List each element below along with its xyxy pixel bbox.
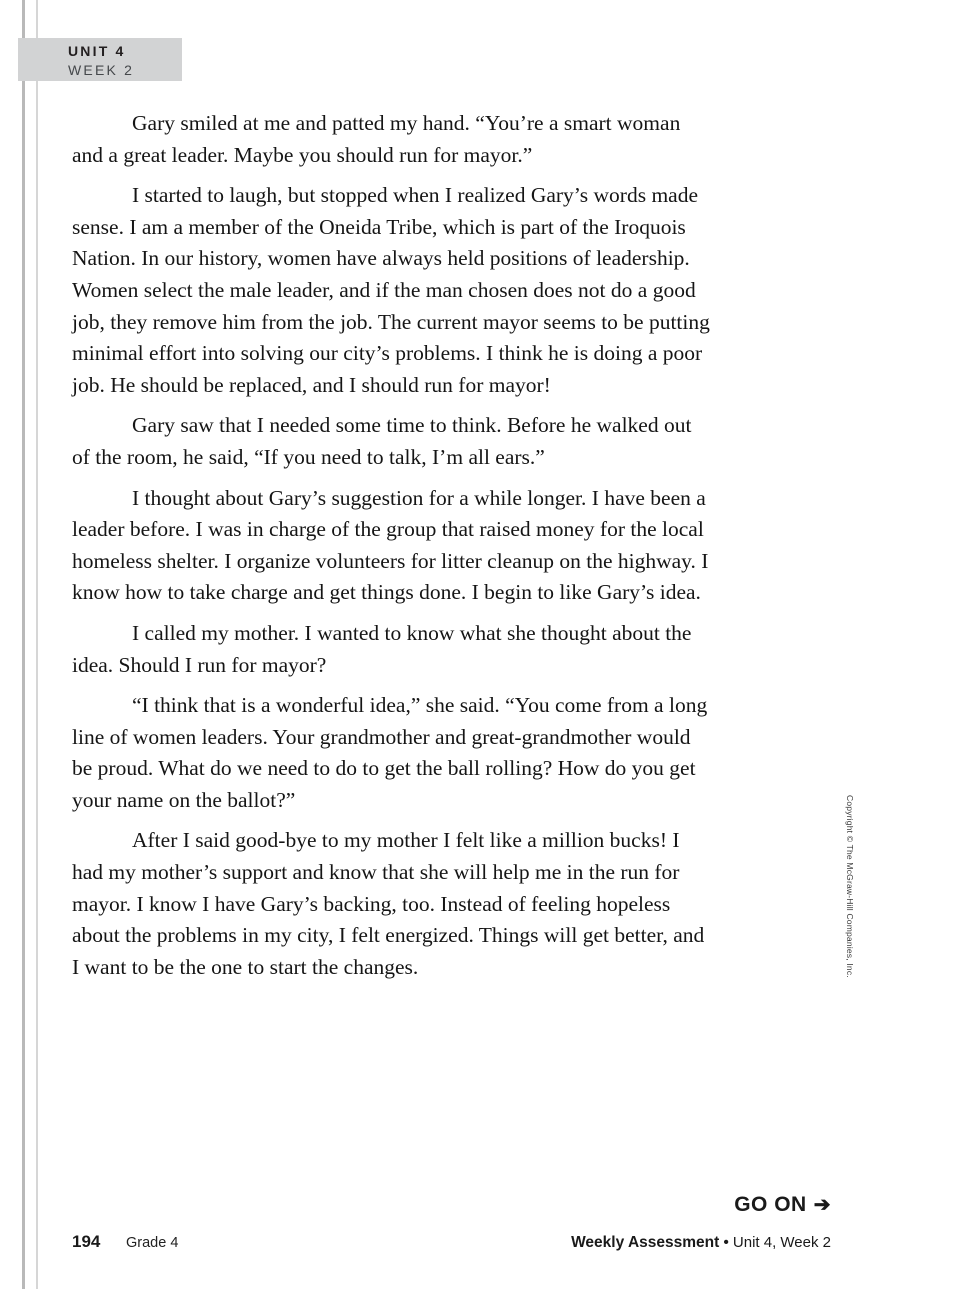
passage-body xyxy=(72,108,712,992)
go-on-indicator xyxy=(734,1192,831,1217)
passage-paragraph: Gary smiled at me and patted my hand. “You’re a smart woman and a great leader. Maybe you should run for mayor.” xyxy=(72,111,681,167)
passage-paragraph: I started to laugh, but stopped when I realized Gary’s words made sense. I am a member of the Oneida Tribe, which is part of the Iroquois Nation. In our history, women have always held positions of leadership. Women select the male leader, and if the man chosen does not do a good job, they remove him from the job. The current mayor seems to be putting minimal effort into solving our city’s problems. I think he is doing a poor job. He should be replaced, and I should run for mayor! xyxy=(72,183,710,397)
passage-paragraph: I called my mother. I wanted to know what she thought about the idea. Should I run for mayor? xyxy=(72,620,692,677)
page-edge-rule-inner xyxy=(36,0,38,1289)
footer-page-number: 194 xyxy=(72,1232,101,1251)
arrow-right-icon: ➔ xyxy=(813,1194,831,1216)
passage-paragraph: After I said good-bye to my mother I felt like a million bucks! I had my mother’s support and know that she will help me in the run for mayor. I know I have Gary’s backing, too. Instead of feeling hopeless about the problems in my city, I felt energized. Things will get better, and I want to be the one to start the changes. xyxy=(72,828,705,979)
footer-assessment-label: Weekly Assessment xyxy=(571,1234,720,1251)
page-edge-rule-outer xyxy=(22,0,25,1289)
footer-unit-week: Unit 4, Week 2 xyxy=(732,1234,831,1251)
footer-grade-label: Grade 4 xyxy=(126,1235,179,1251)
week-label: WEEK 2 xyxy=(68,62,135,78)
footer-assessment-info xyxy=(571,1234,831,1252)
footer-separator: • xyxy=(723,1234,729,1251)
unit-label: UNIT 4 xyxy=(68,43,126,59)
copyright-notice: Copyright © The McGraw-Hill Companies, Inc. xyxy=(845,795,855,978)
passage-paragraph: Gary saw that I needed some time to think. Before he walked out of the room, he said, “If you need to talk, I’m all ears.” xyxy=(72,413,692,469)
go-on-label: GO ON xyxy=(734,1193,807,1216)
passage-paragraph: “I think that is a wonderful idea,” she said. “You come from a long line of women leaders. Your grandmother and great-grandmother would be proud. What do we need to do to get the ball rolling? How do you get your name on the ballot?” xyxy=(72,693,708,812)
passage-paragraph: I thought about Gary’s suggestion for a while longer. I have been a leader before. I was in charge of the group that raised money for the local homeless shelter. I organize volunteers for litter cleanup on the highway. I know how to take charge and get things done. I begin to like Gary’s idea. xyxy=(72,485,709,605)
unit-week-tab xyxy=(18,38,182,81)
